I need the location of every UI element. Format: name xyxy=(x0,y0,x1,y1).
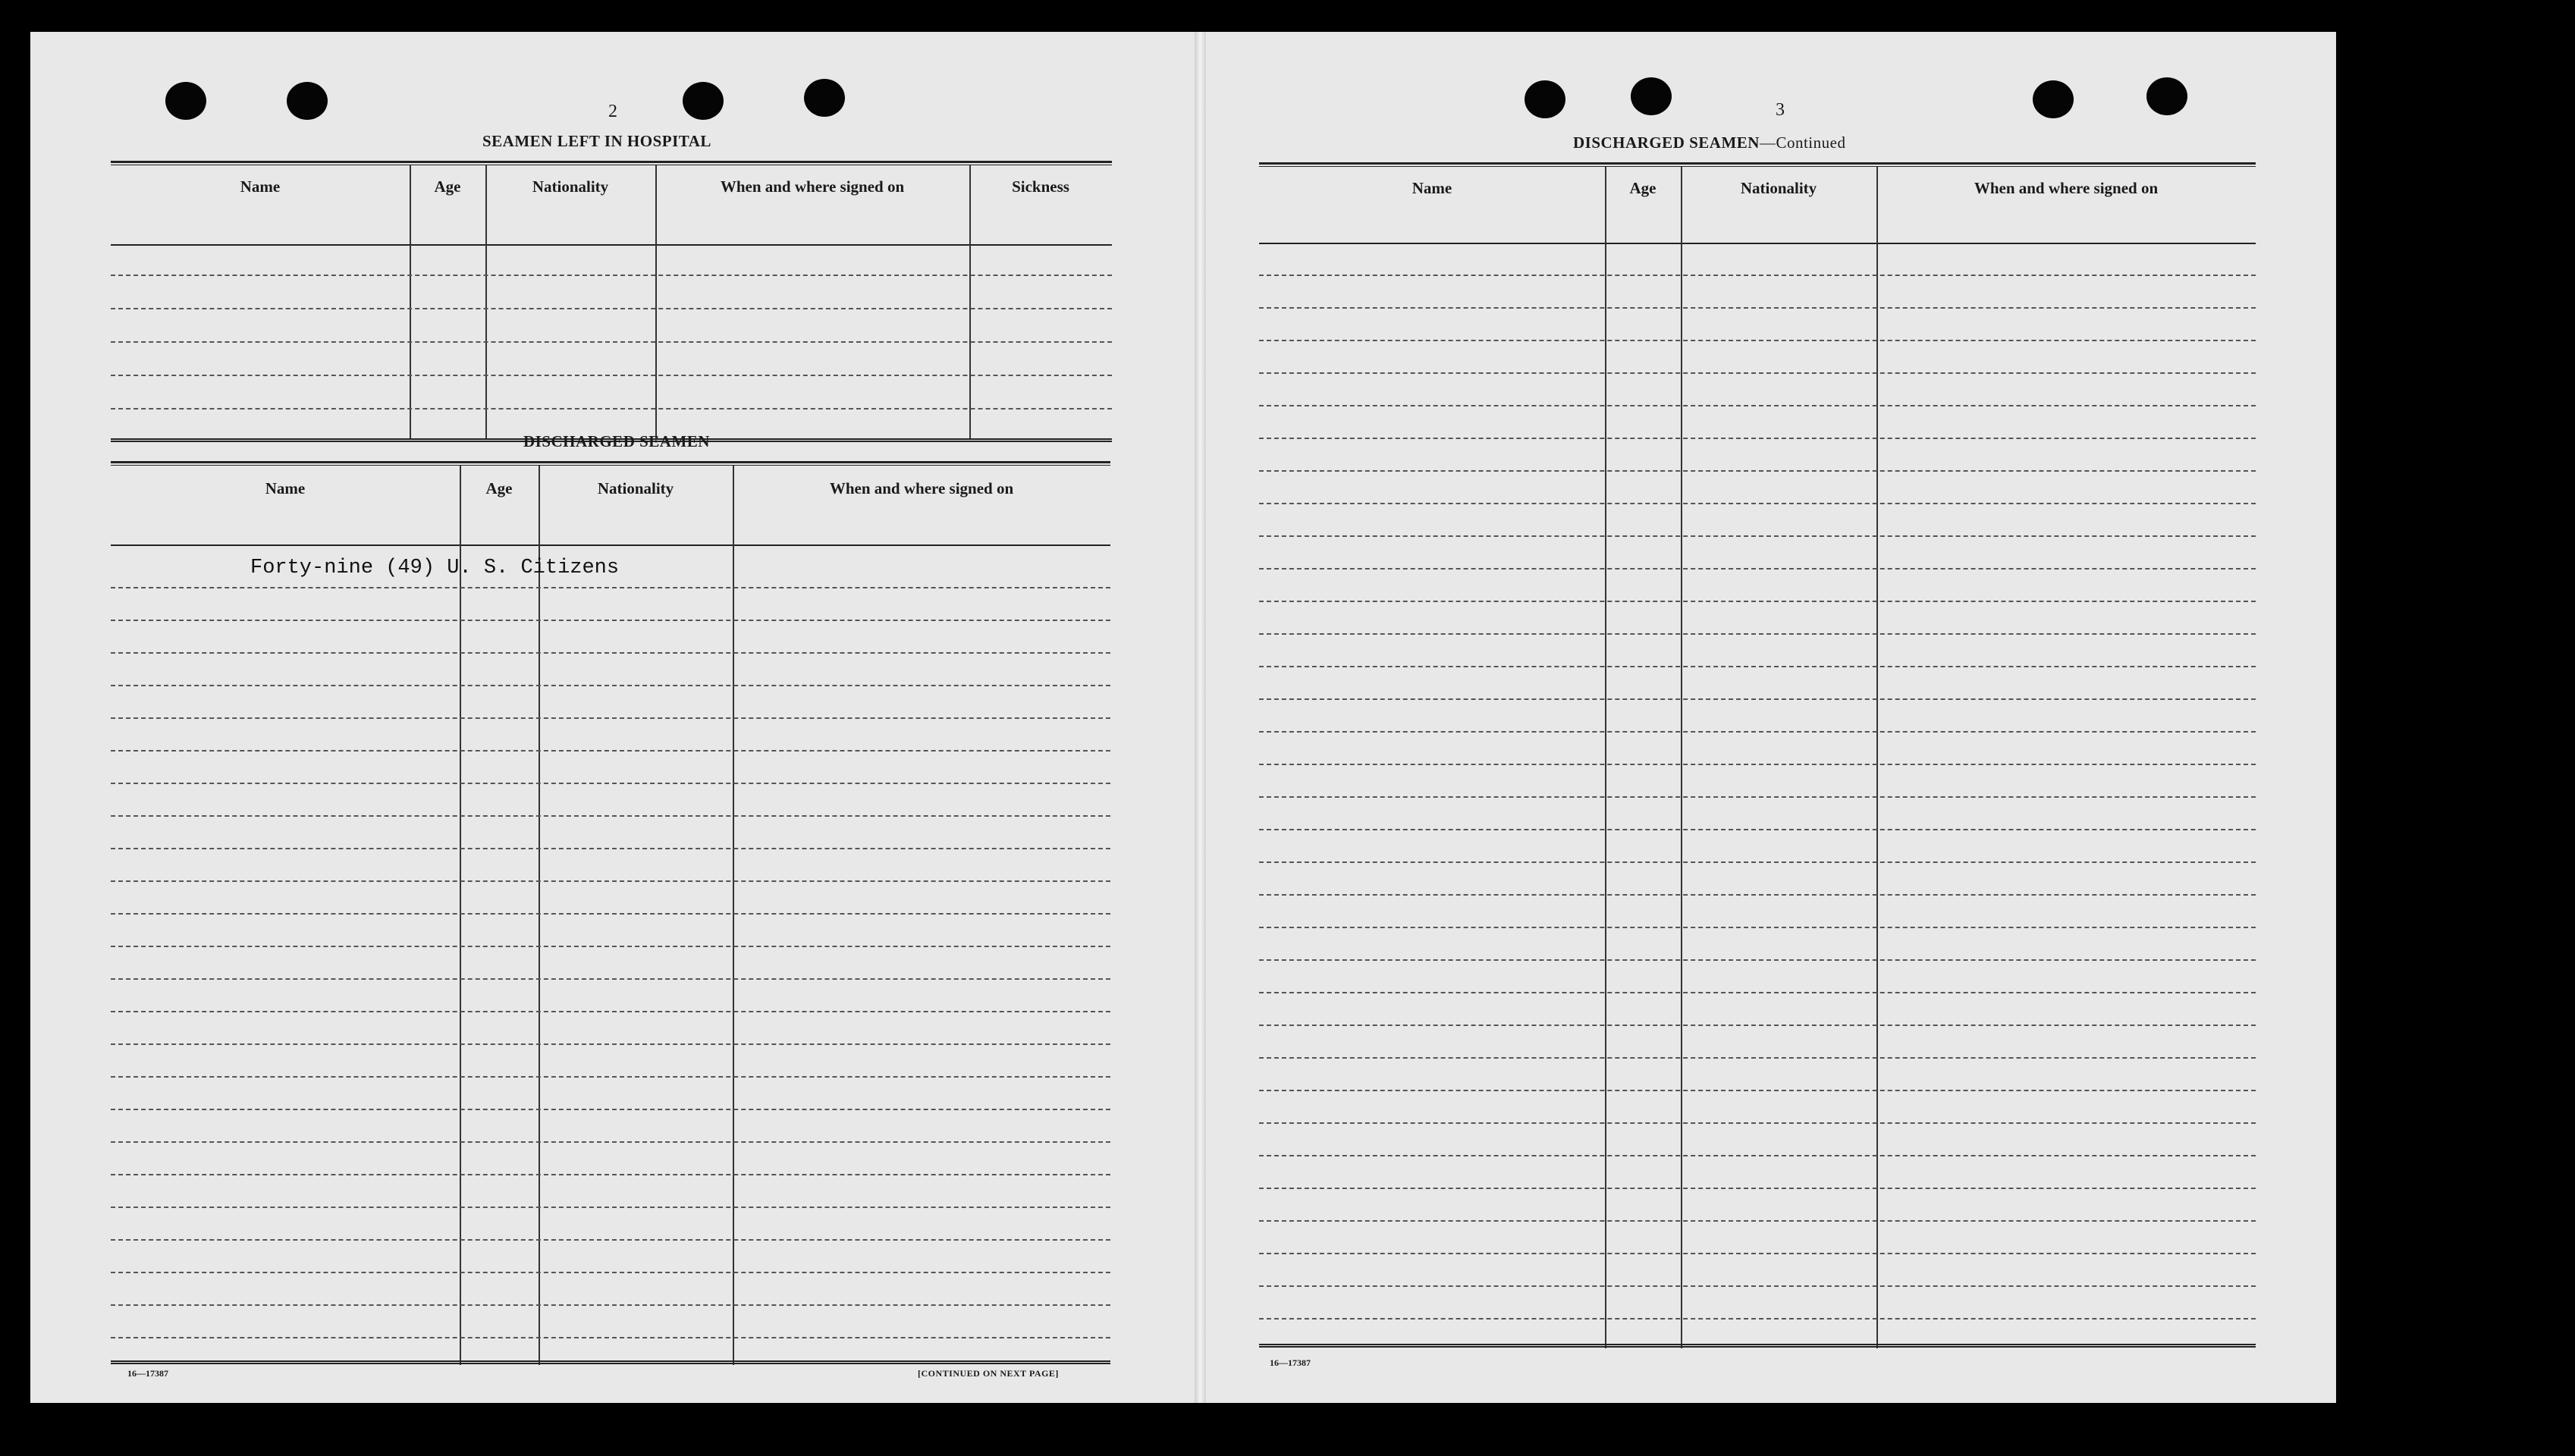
table-row xyxy=(1259,861,2256,863)
table-row xyxy=(111,1174,1110,1175)
column-header-signed-on: When and where signed on xyxy=(720,177,905,196)
table-row xyxy=(111,1141,1110,1143)
table-row xyxy=(111,1076,1110,1078)
document-sheet xyxy=(30,32,2336,1403)
hospital-table xyxy=(111,161,1112,445)
table-row xyxy=(1259,1188,2256,1189)
discharged-continued-table xyxy=(1259,162,2256,1353)
left-page xyxy=(30,32,1195,1403)
punch-hole xyxy=(1631,77,1672,115)
punch-hole xyxy=(2146,77,2187,115)
column-header-age: Age xyxy=(434,177,461,196)
table-row xyxy=(1259,535,2256,537)
table-row xyxy=(1259,372,2256,374)
table-row xyxy=(1259,829,2256,830)
table-row xyxy=(1259,633,2256,635)
column-header-nationality: Nationality xyxy=(597,479,674,497)
table-row xyxy=(1259,1318,2256,1320)
table-row xyxy=(111,880,1110,882)
table-row xyxy=(111,1337,1110,1338)
table-row xyxy=(111,848,1110,849)
table-row xyxy=(1259,601,2256,602)
table-row xyxy=(111,946,1110,947)
table-row xyxy=(1259,1025,2256,1026)
discharged-table xyxy=(111,461,1110,1368)
table-row xyxy=(1259,307,2256,309)
table-row xyxy=(1259,275,2256,276)
table-row xyxy=(1259,1253,2256,1254)
column-header-name: Name xyxy=(265,479,306,497)
table-row xyxy=(1259,764,2256,765)
discharged-continued-title xyxy=(1573,133,1845,152)
column-header-age: Age xyxy=(1629,178,1656,197)
table-row xyxy=(111,1043,1110,1045)
form-number: 16—17387 xyxy=(127,1368,168,1379)
column-header-signed-on: When and where signed on xyxy=(1974,178,2159,197)
table-row xyxy=(1259,927,2256,928)
table-row xyxy=(111,375,1112,376)
table-row xyxy=(111,913,1110,915)
punch-hole xyxy=(287,82,328,120)
table-row xyxy=(1259,503,2256,504)
title-suffix: —Continued xyxy=(1759,133,1846,152)
table-row xyxy=(1259,438,2256,439)
table-row xyxy=(111,750,1110,752)
table-row xyxy=(111,652,1110,654)
column-header-sickness: Sickness xyxy=(1012,177,1069,196)
table-row xyxy=(1259,1285,2256,1287)
table-row xyxy=(111,341,1112,343)
table-row xyxy=(111,1304,1110,1306)
table-row xyxy=(1259,1057,2256,1059)
table-row xyxy=(111,408,1112,410)
table-row xyxy=(111,620,1110,621)
table-row xyxy=(1259,959,2256,961)
punch-hole xyxy=(165,82,206,120)
column-header-name: Name xyxy=(1412,178,1452,197)
punch-hole xyxy=(1525,80,1565,118)
discharged-section-title: DISCHARGED SEAMEN xyxy=(523,432,710,450)
page-number: 3 xyxy=(1776,100,1785,120)
column-header-nationality: Nationality xyxy=(1740,178,1817,197)
form-number: 16—17387 xyxy=(1270,1357,1311,1368)
punch-hole xyxy=(683,82,724,120)
table-row xyxy=(1259,666,2256,667)
table-row xyxy=(1259,698,2256,700)
column-header-name: Name xyxy=(240,177,281,196)
column-header-nationality: Nationality xyxy=(532,177,609,196)
table-row xyxy=(111,717,1110,719)
punch-hole xyxy=(804,79,845,117)
continued-note: [CONTINUED ON NEXT PAGE] xyxy=(918,1368,1059,1379)
table-row xyxy=(1259,340,2256,341)
table-row xyxy=(111,978,1110,980)
column-header-age: Age xyxy=(485,479,513,497)
table-row xyxy=(111,685,1110,686)
table-row xyxy=(111,1207,1110,1208)
table-row xyxy=(111,1272,1110,1273)
table-row xyxy=(1259,405,2256,406)
page-number: 2 xyxy=(608,102,617,121)
punch-hole xyxy=(2033,80,2074,118)
table-row xyxy=(1259,796,2256,798)
table-row xyxy=(111,275,1112,276)
table-row xyxy=(111,1109,1110,1110)
page-gutter xyxy=(1195,32,1206,1403)
table-row xyxy=(1259,1220,2256,1222)
column-header-signed-on: When and where signed on xyxy=(829,479,1014,497)
table-row xyxy=(1259,1090,2256,1091)
table-row xyxy=(111,815,1110,817)
table-row xyxy=(1259,470,2256,472)
table-row xyxy=(111,783,1110,784)
table-row xyxy=(111,587,1110,588)
hospital-section-title: SEAMEN LEFT IN HOSPITAL xyxy=(482,132,711,150)
table-row xyxy=(1259,568,2256,570)
table-row xyxy=(111,1239,1110,1241)
table-row xyxy=(111,1011,1110,1012)
typed-entry: Forty-nine (49) U. S. Citizens xyxy=(250,557,620,579)
table-row xyxy=(1259,1155,2256,1156)
title-main: DISCHARGED SEAMEN xyxy=(1573,133,1760,152)
table-row xyxy=(1259,992,2256,993)
table-row xyxy=(111,308,1112,309)
table-row xyxy=(1259,894,2256,896)
table-row xyxy=(1259,1122,2256,1124)
table-row xyxy=(1259,731,2256,733)
right-page xyxy=(1206,32,2336,1403)
